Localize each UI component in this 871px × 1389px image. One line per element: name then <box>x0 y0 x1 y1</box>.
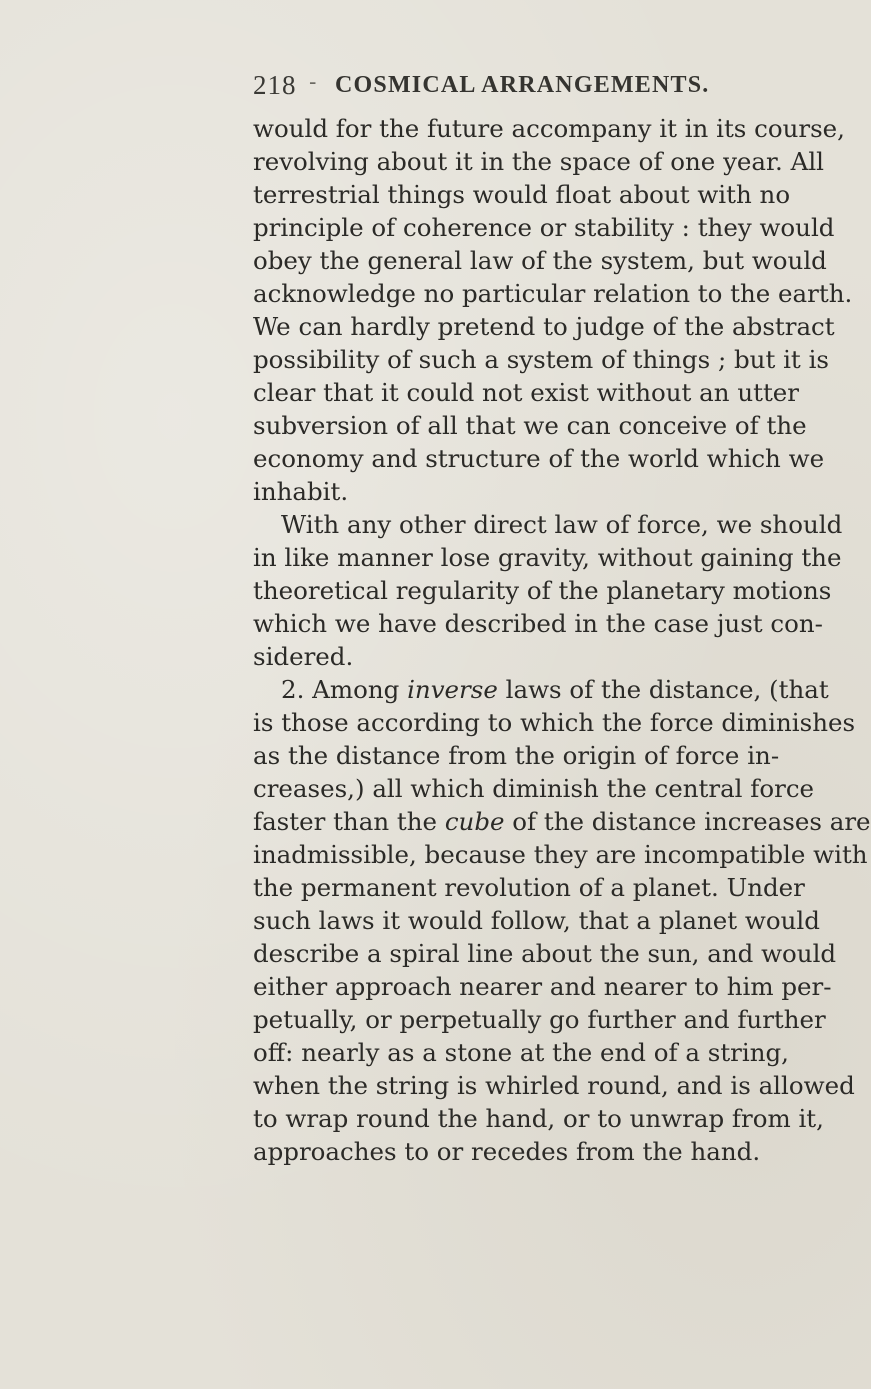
text-line: approaches to or recedes from the hand. <box>253 1137 761 1166</box>
paragraph-direct-laws <box>253 508 843 673</box>
running-head-title: COSMICAL ARRANGEMENTS. <box>335 72 710 98</box>
text-line: when the string is whirled round, and is allowed <box>253 1071 855 1100</box>
paragraph-continuation <box>253 112 853 508</box>
text-line: clear that it could not exist without an utter <box>253 378 800 407</box>
text-line: economy and structure of the world which we <box>253 444 825 473</box>
text-line: in like manner lose gravity, without gaining the <box>253 543 842 572</box>
text-line: With any other direct law of force, we should <box>281 510 843 539</box>
text-line: inhabit. <box>253 477 349 506</box>
text-line: inadmissible, because they are incompatible with <box>253 840 868 869</box>
text-line: terrestrial things would float about with no <box>253 180 791 209</box>
text-line: possibility of such a system of things ; but it is <box>253 345 829 374</box>
text-line: as the distance from the origin of force in- <box>253 741 780 770</box>
text-line: creases,) all which diminish the central force <box>253 774 815 803</box>
text-line: sidered. <box>253 642 354 671</box>
text-run: of the distance increases are <box>504 807 871 836</box>
text-line <box>253 805 871 838</box>
running-head <box>253 70 773 106</box>
text-line: describe a spiral line about the sun, and would <box>253 939 837 968</box>
text-line: to wrap round the hand, or to unwrap from it, <box>253 1104 824 1133</box>
text-run: 2. Among <box>281 675 408 704</box>
italic-term: cube <box>444 807 505 836</box>
body-text <box>253 112 871 1168</box>
italic-term: inverse <box>407 675 498 704</box>
paragraph-inverse-laws <box>253 673 871 1168</box>
text-line: is those according to which the force diminishes <box>253 708 856 737</box>
text-line: the permanent revolution of a planet. Under <box>253 873 805 902</box>
text-line: theoretical regularity of the planetary motions <box>253 576 832 605</box>
text-line: which we have described in the case just con- <box>253 609 823 638</box>
page-number: 218 <box>253 70 297 100</box>
text-line: obey the general law of the system, but would <box>253 246 827 275</box>
text-run: laws of the distance, (that <box>497 675 829 704</box>
text-line: such laws it would follow, that a planet would <box>253 906 820 935</box>
text-line <box>253 673 829 706</box>
text-line: either approach nearer and nearer to him per- <box>253 972 832 1001</box>
text-line: We can hardly pretend to judge of the abstract <box>253 312 835 341</box>
text-line: off: nearly as a stone at the end of a string, <box>253 1038 789 1067</box>
running-head-separator: - <box>309 70 317 95</box>
text-line: petually, or perpetually go further and further <box>253 1005 826 1034</box>
text-line: acknowledge no particular relation to the earth. <box>253 279 853 308</box>
text-run: faster than the <box>253 807 445 836</box>
text-line: subversion of all that we can conceive of the <box>253 411 807 440</box>
text-line: principle of coherence or stability : they would <box>253 213 835 242</box>
text-line: revolving about it in the space of one year. All <box>253 147 825 176</box>
text-line: would for the future accompany it in its course, <box>253 114 845 143</box>
